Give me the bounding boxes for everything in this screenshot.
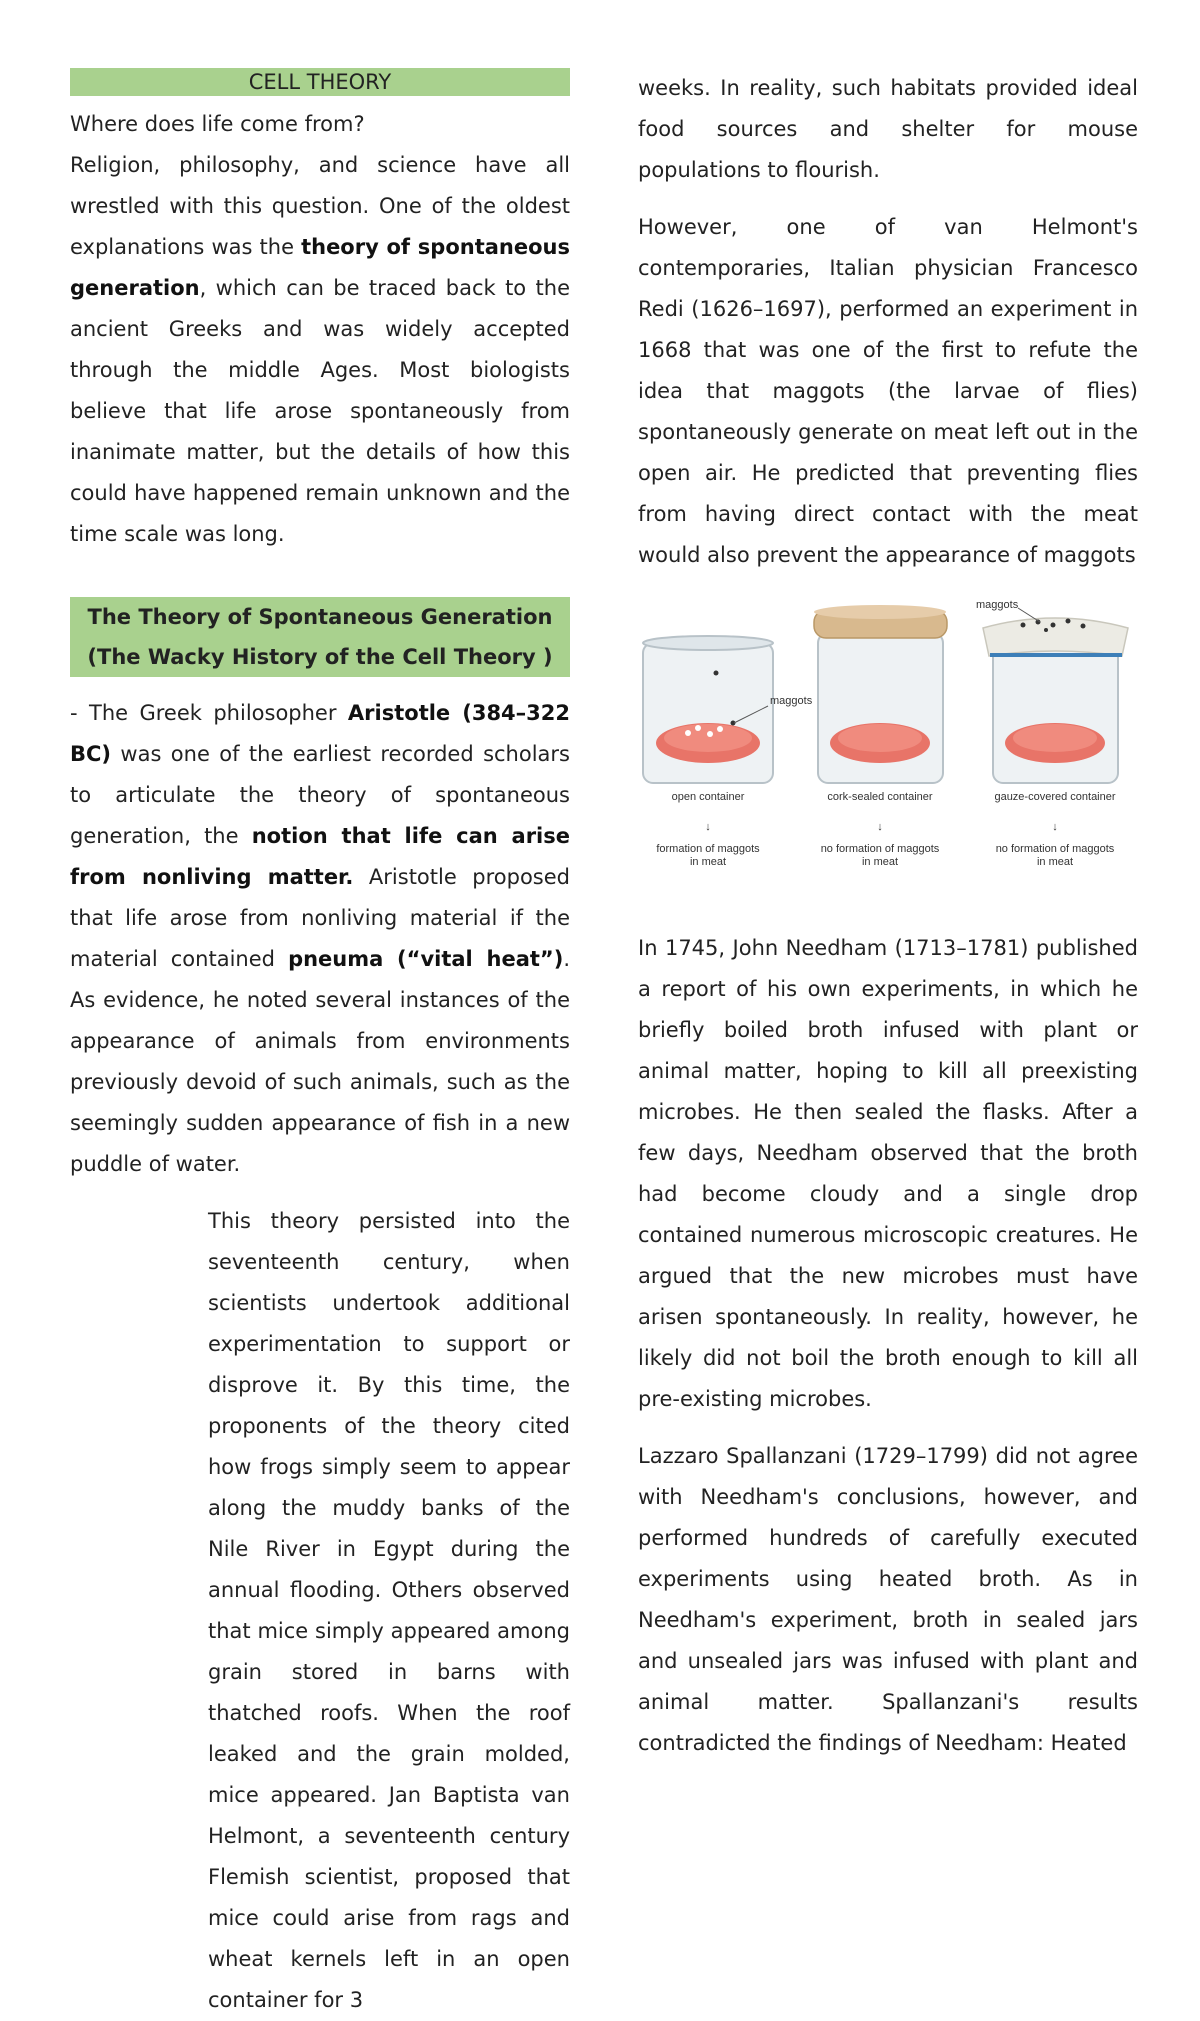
arrow-down-icon: ↓	[877, 821, 883, 833]
jar3-result-line2: in meat	[1036, 856, 1074, 868]
redi-paragraph: However, one of van Helmont's contemporaries, Italian physician Francesco Redi (1626–1697), performed an experiment in 1668 that was one of the first to refute the idea that maggots (the larvae of flies) spontaneously generate on meat left out in the open air. He predicted that preventing flies from having direct contact with the meat would also prevent the appearance of maggots	[638, 215, 1138, 567]
gauze-covered-jar	[983, 608, 1128, 783]
jar2-result-line1: no formation of maggots	[820, 843, 940, 855]
jar2-result-line2: in meat	[861, 856, 899, 868]
intro-paragraph: Religion, philosophy, and science have all wrestled with this question. One of the oldest explanations was the theory of spontaneous generation, which can be traced back to the ancient Greeks and was widely accepted through the middle Ages. Most biologists believe that life arose spontaneously from inanimate matter, but the details of how this could have happened remain unknown and the time scale was long.	[70, 153, 570, 546]
jar2-label: cork-sealed container	[827, 791, 933, 803]
cork-sealed-jar	[814, 605, 947, 783]
maggots-label-2: maggots	[976, 599, 1019, 611]
jar3-label: gauze-covered container	[994, 791, 1116, 803]
jar1-label: open container	[671, 791, 745, 803]
bold-term: theory of spontaneous generation	[70, 235, 570, 300]
arrow-down-icon: ↓	[705, 821, 711, 833]
section-heading-line2: (The Wacky History of the Cell Theory )	[87, 645, 553, 669]
section-heading-line1: The Theory of Spontaneous Generation	[87, 605, 553, 629]
open-jar	[643, 636, 773, 783]
aristotle-paragraph: - The Greek philosopher Aristotle (384–322 BC) was one of the earliest recorded scholars to articulate the theory of spontaneous generation, the notion that life can arise from nonliving matter. Aristotle proposed that life arose from nonliving material if the material contained pneuma (“vital heat”). As evidence, he noted several instances of the appearance of animals from environments previously devoid of such animals, such as the seemingly sudden appearance of fish in a new puddle of water.	[70, 701, 571, 1176]
persisted-paragraph: This theory persisted into the seventeenth century, when scientists undertook additional experimentation to support or disprove it. By this time, the proponents of the theory cited how frogs simply seem to appear along the muddy banks of the Nile River in Egypt during the annual flooding. Others observed that mice simply appeared among grain stored in barns with thatched roofs. When the roof leaked and the grain molded, mice appeared. Jan Baptista van Helmont, a seventeenth century Flemish scientist, proposed that mice could arise from rags and wheat kernels left in an open container for 3	[208, 1209, 570, 2012]
redi-experiment-figure	[638, 598, 1138, 898]
left-column	[70, 68, 570, 2021]
jar3-result-line1: no formation of maggots	[995, 843, 1115, 855]
jar1-result-line2: in meat	[689, 856, 727, 868]
maggots-label-1: maggots	[770, 695, 813, 707]
arrow-down-icon: ↓	[1052, 821, 1058, 833]
jar1-result-line1: formation of maggots	[656, 843, 760, 855]
spallanzani-paragraph: Lazzaro Spallanzani (1729–1799) did not agree with Needham's conclusions, however, and performed hundreds of carefully executed experiments using heated broth. As in Needham's experiment, broth in sealed jars and unsealed jars was infused with plant and animal matter. Spallanzani's results contradicted the findings of Needham: Heated	[638, 1444, 1138, 1755]
section-heading	[70, 597, 570, 677]
needham-paragraph: In 1745, John Needham (1713–1781) published a report of his own experiments, in which he briefly boiled broth infused with plant or animal matter, hoping to kill all preexisting microbes. He then sealed the flasks. After a few days, Needham observed that the broth had become cloudy and a single drop contained numerous microscopic creatures. He argued that the new microbes must have arisen spontaneously. In reality, however, he likely did not boil the broth enough to kill all pre-existing microbes.	[638, 936, 1138, 1411]
redi-experiment-illustration	[638, 598, 1138, 898]
right-column	[638, 68, 1138, 1764]
question-paragraph: Where does life come from?	[70, 112, 365, 136]
continued-paragraph: weeks. In reality, such habitats provided ideal food sources and shelter for mouse populations to flourish.	[638, 76, 1138, 182]
document-title: CELL THEORY	[70, 68, 570, 96]
